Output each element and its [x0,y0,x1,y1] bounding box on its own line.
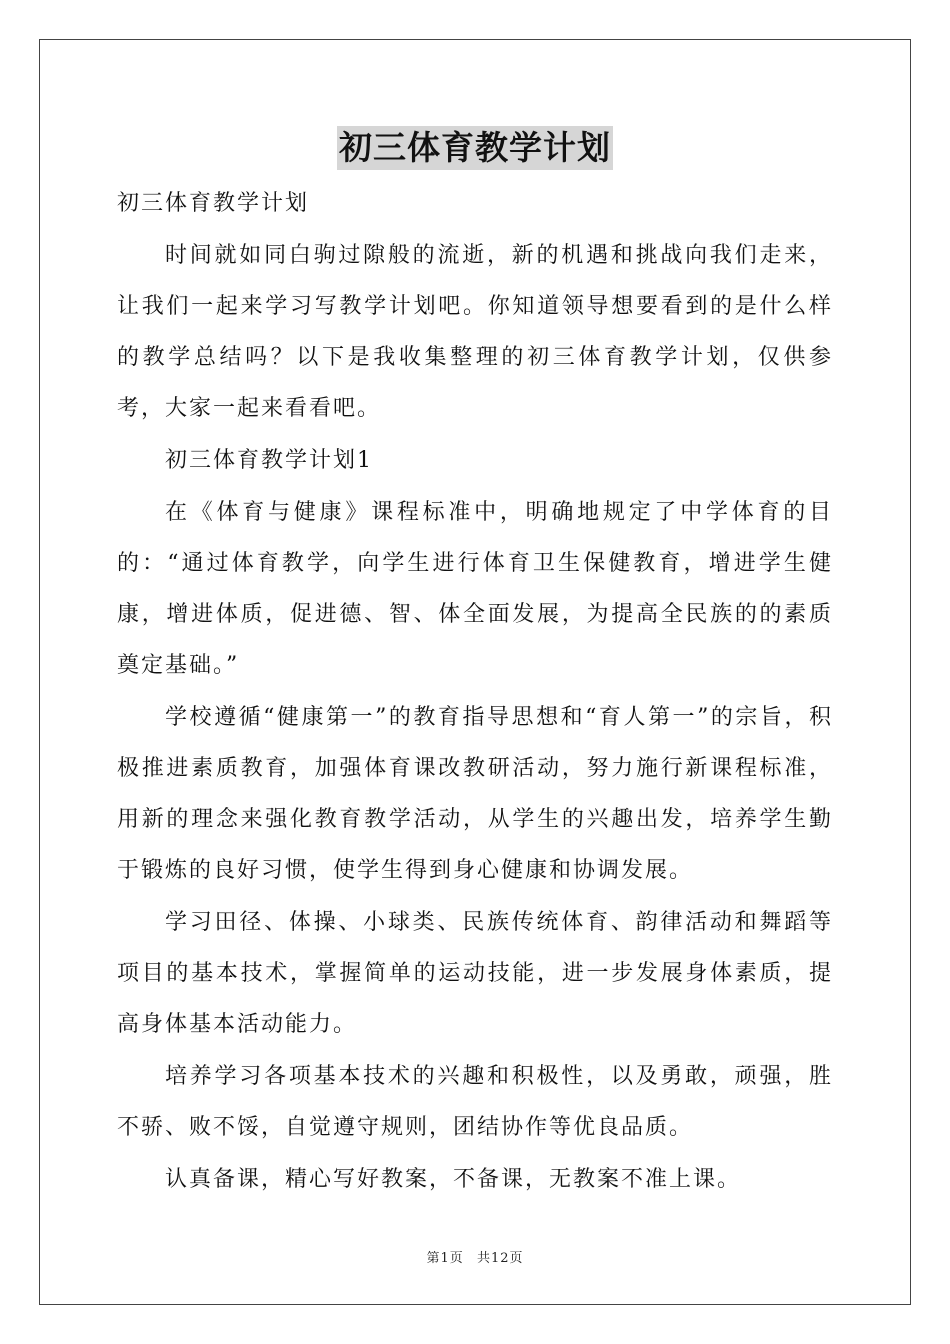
document-body [117,178,833,1206]
page-total: 共12页 [476,1251,524,1266]
paragraph-standard: 在《体育与健康》课程标准中，明确地规定了中学体育的目的：“通过体育教学，向学生进行体育卫生保健教育，增进学生健康，增进体质，促进德、智、体全面发展，为提高全民族的的素质奠定基础。” [117,500,833,678]
paragraph-preparation: 认真备课，精心写好教案，不备课，无教案不准上课。 [165,1167,742,1192]
paragraph-qualities: 培养学习各项基本技术的兴趣和积极性，以及勇敢，顽强，胜不骄、败不馁，自觉遵守规则，团结协作等优良品质。 [117,1064,833,1140]
paragraph-philosophy: 学校遵循“健康第一”的教育指导思想和“育人第一”的宗旨，积极推进素质教育，加强体育课改教研活动，努力施行新课程标准，用新的理念来强化教育教学活动，从学生的兴趣出发，培养学生勤于锻炼的良好习惯，使学生得到身心健康和协调发展。 [117,705,833,883]
page-footer [0,1247,950,1266]
document-title: 初三体育教学计划 [337,126,613,170]
section-heading-1: 初三体育教学计划1 [165,448,373,473]
page-number: 第1页 [426,1251,464,1266]
paragraph-subtitle: 初三体育教学计划 [117,191,310,216]
paragraph-skills: 学习田径、体操、小球类、民族传统体育、韵律活动和舞蹈等项目的基本技术，掌握简单的运动技能，进一步发展身体素质，提高身体基本活动能力。 [117,910,833,1037]
title-container [0,126,950,170]
paragraph-intro: 时间就如同白驹过隙般的流逝，新的机遇和挑战向我们走来，让我们一起来学习写教学计划吧。你知道领导想要看到的是什么样的教学总结吗？以下是我收集整理的初三体育教学计划，仅供参考，大家一起来看看吧。 [117,243,833,421]
